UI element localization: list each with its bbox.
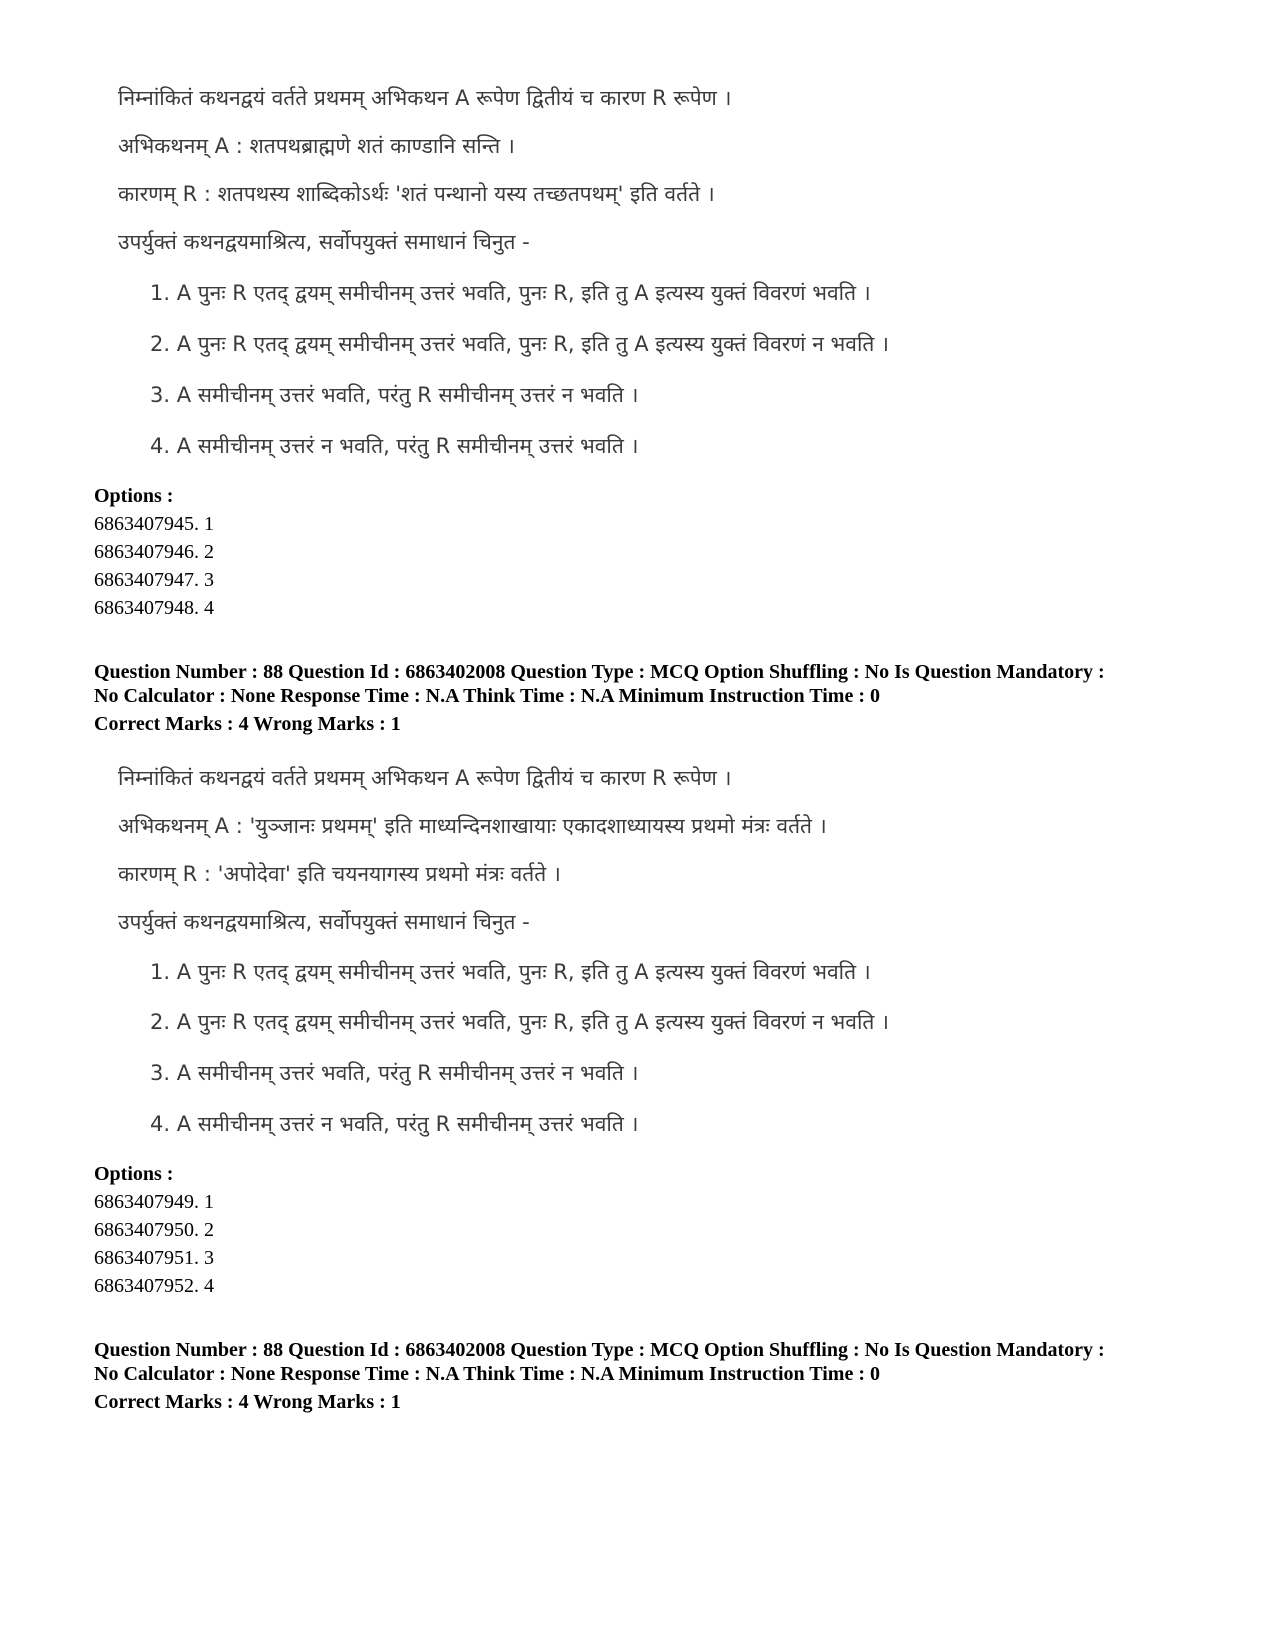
question-meta-line-2: No Calculator : None Response Time : N.A Think Time : N.A Minimum Instruction Time : 0 — [94, 685, 880, 707]
choice-3: 3. A समीचीनम् उत्तरं भवति, परंतु R समीचीनम् उत्तरं न भवति । — [150, 383, 639, 407]
question-statement: निम्नांकितं कथनद्वयं वर्तते प्रथमम् अभिकथन A रूपेण द्वितीयं च कारण R रूपेण । — [118, 86, 732, 110]
option-id: 6863407952. 4 — [94, 1275, 214, 1297]
question-meta-line-1: Question Number : 88 Question Id : 6863402008 Question Type : MCQ Option Shuffling : No Is Question Mandatory : — [94, 1339, 1105, 1361]
reason-r: कारणम् R : शतपथस्य शाब्दिकोऽर्थः 'शतं पन्थानो यस्य तच्छतपथम्' इति वर्तते । — [118, 182, 715, 206]
choice-4: 4. A समीचीनम् उत्तरं न भवति, परंतु R समीचीनम् उत्तरं भवति । — [150, 1112, 639, 1136]
options-heading: Options : — [94, 485, 174, 507]
option-id: 6863407945. 1 — [94, 513, 214, 535]
marks-line: Correct Marks : 4 Wrong Marks : 1 — [94, 713, 401, 735]
question-meta-line-2: No Calculator : None Response Time : N.A Think Time : N.A Minimum Instruction Time : 0 — [94, 1363, 880, 1385]
choice-3: 3. A समीचीनम् उत्तरं भवति, परंतु R समीचीनम् उत्तरं न भवति । — [150, 1061, 639, 1085]
choice-2: 2. A पुनः R एतद् द्वयम् समीचीनम् उत्तरं भवति, पुनः R, इति तु A इत्यस्य युक्तं विवरणं न भवति । — [150, 1010, 890, 1034]
option-id: 6863407946. 2 — [94, 541, 214, 563]
choice-1: 1. A पुनः R एतद् द्वयम् समीचीनम् उत्तरं भवति, पुनः R, इति तु A इत्यस्य युक्तं विवरणं भवति । — [150, 281, 871, 305]
option-id: 6863407947. 3 — [94, 569, 214, 591]
assertion-a: अभिकथनम् A : शतपथब्राह्मणे शतं काण्डानि सन्ति । — [118, 134, 515, 158]
option-id: 6863407950. 2 — [94, 1219, 214, 1241]
instruction: उपर्युक्तं कथनद्वयमाश्रित्य, सर्वोपयुक्तं समाधानं चिनुत - — [118, 230, 530, 254]
choice-1: 1. A पुनः R एतद् द्वयम् समीचीनम् उत्तरं भवति, पुनः R, इति तु A इत्यस्य युक्तं विवरणं भवति । — [150, 960, 871, 984]
choice-2: 2. A पुनः R एतद् द्वयम् समीचीनम् उत्तरं भवति, पुनः R, इति तु A इत्यस्य युक्तं विवरणं न भवति । — [150, 332, 890, 356]
question-statement: निम्नांकितं कथनद्वयं वर्तते प्रथमम् अभिकथन A रूपेण द्वितीयं च कारण R रूपेण । — [118, 766, 732, 790]
option-id: 6863407951. 3 — [94, 1247, 214, 1269]
assertion-a: अभिकथनम् A : 'युञ्जानः प्रथमम्' इति माध्यन्दिनशाखायाः एकादशाध्यायस्य प्रथमो मंत्रः वर्तते । — [118, 814, 827, 838]
reason-r: कारणम् R : 'अपोदेवा' इति चयनयागस्य प्रथमो मंत्रः वर्तते । — [118, 862, 561, 886]
option-id: 6863407948. 4 — [94, 597, 214, 619]
choice-4: 4. A समीचीनम् उत्तरं न भवति, परंतु R समीचीनम् उत्तरं भवति । — [150, 434, 639, 458]
marks-line: Correct Marks : 4 Wrong Marks : 1 — [94, 1391, 401, 1413]
question-meta-line-1: Question Number : 88 Question Id : 6863402008 Question Type : MCQ Option Shuffling : No Is Question Mandatory : — [94, 661, 1105, 683]
options-heading: Options : — [94, 1163, 174, 1185]
instruction: उपर्युक्तं कथनद्वयमाश्रित्य, सर्वोपयुक्तं समाधानं चिनुत - — [118, 910, 530, 934]
option-id: 6863407949. 1 — [94, 1191, 214, 1213]
